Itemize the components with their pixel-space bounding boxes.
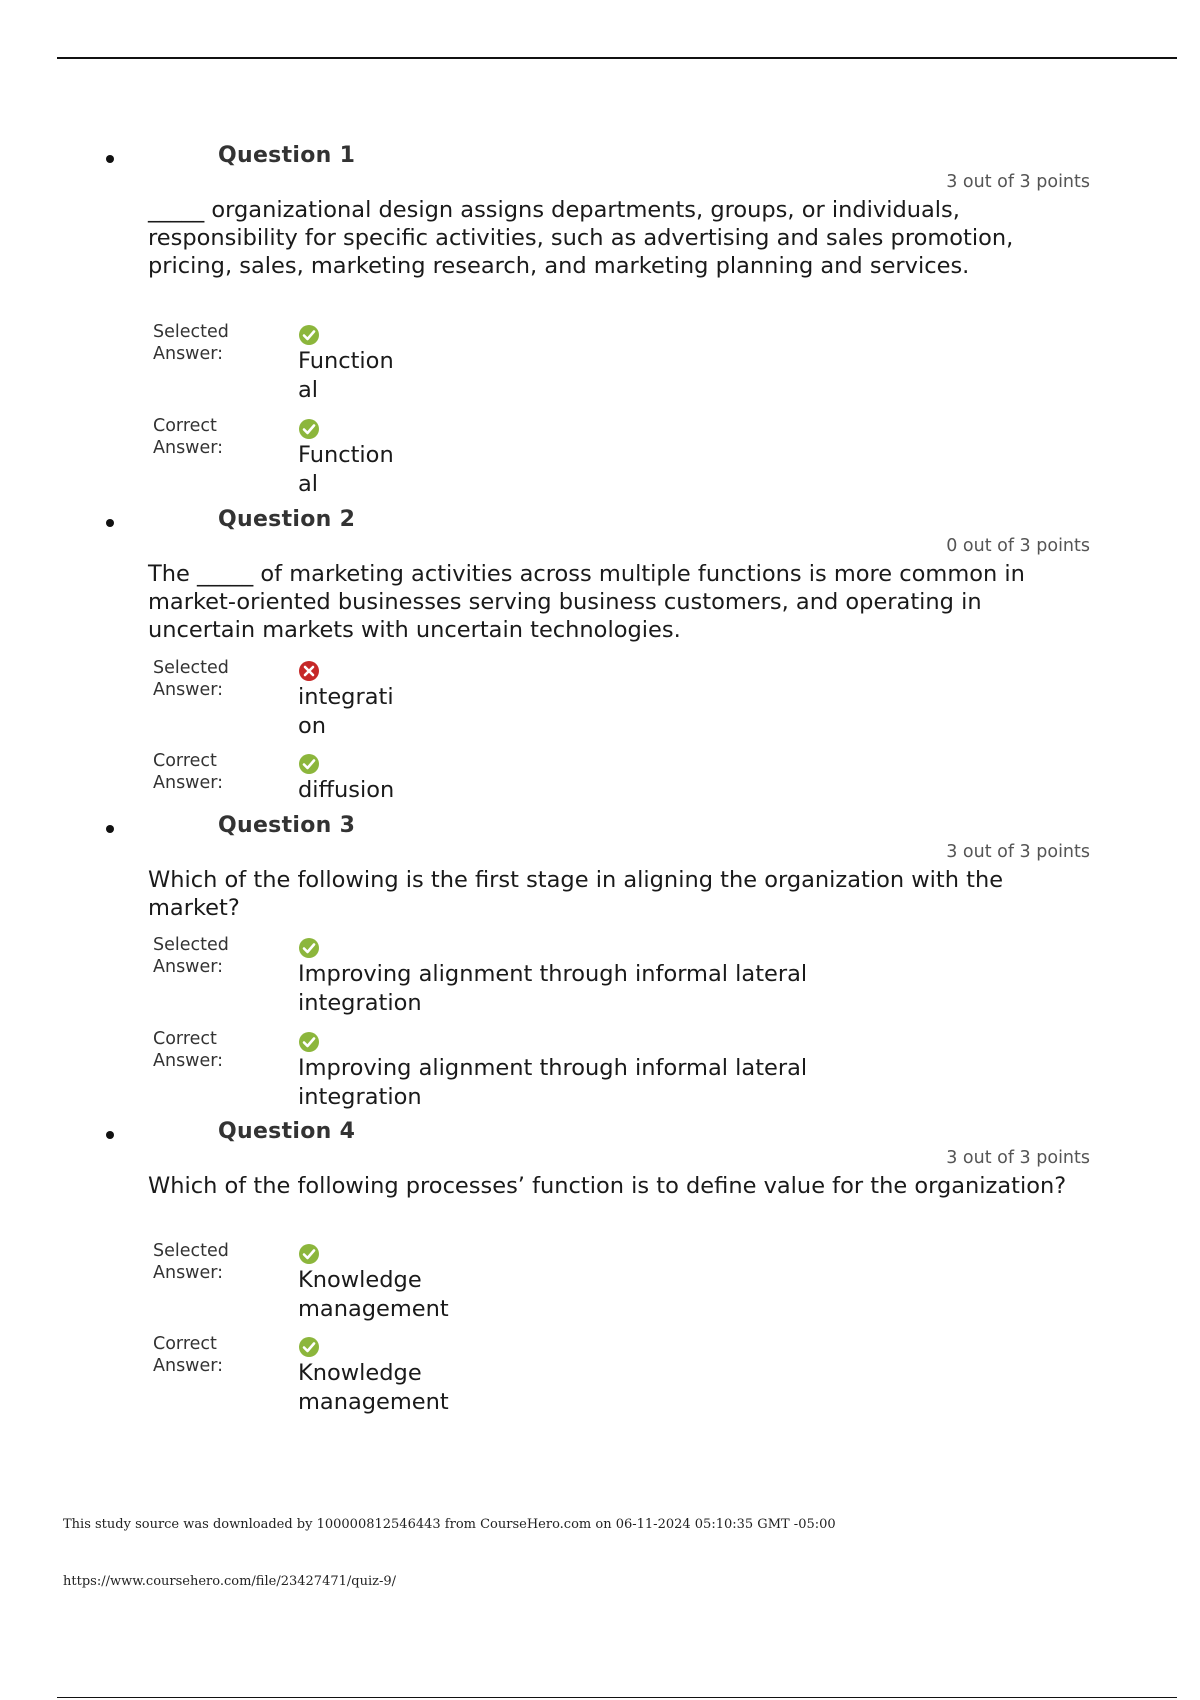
- selected-answer-label: Selected Answer:: [153, 1241, 229, 1283]
- question-title: Question 1: [218, 143, 356, 168]
- question-points: 3 out of 3 points: [946, 842, 1090, 862]
- selected-answer-value: Knowledge management: [298, 1267, 449, 1322]
- correct-answer-label: Correct Answer:: [153, 1334, 224, 1376]
- correct-check-icon: [298, 1336, 320, 1358]
- question-title: Question 3: [218, 813, 356, 838]
- correct-check-icon: [298, 1243, 320, 1265]
- download-source-note: This study source was downloaded by 100000812546443 from CourseHero.com on 06-11-2024 05:10:35 GMT -05:00: [63, 1517, 836, 1532]
- correct-answer-value: Knowledge management: [298, 1360, 449, 1415]
- selected-answer-value: Improving alignment through informal lateral integration: [298, 961, 808, 1016]
- question-text: Which of the following is the first stage in aligning the organization with the market?: [148, 867, 1004, 921]
- question-title: Question 4: [218, 1119, 356, 1144]
- question-header: [0, 813, 1200, 862]
- top-rule: [57, 57, 1177, 59]
- selected-answer-label: Selected Answer:: [153, 322, 229, 364]
- bullet: [106, 825, 114, 833]
- bullet: [106, 155, 114, 163]
- correct-check-icon: [298, 418, 320, 440]
- correct-answer-value: Improving alignment through informal lateral integration: [298, 1055, 808, 1110]
- question-points: 3 out of 3 points: [946, 172, 1090, 192]
- correct-answer-label: Correct Answer:: [153, 1029, 224, 1071]
- correct-check-icon: [298, 937, 320, 959]
- correct-check-icon: [298, 324, 320, 346]
- correct-answer-label: Correct Answer:: [153, 751, 224, 793]
- selected-answer-value: Function al: [298, 348, 394, 403]
- question-text: The _____ of marketing activities across multiple functions is more common in market-oriented businesses serving business customers, and operating in uncertain markets with uncertain technologies.: [148, 561, 1025, 643]
- correct-answer-value: diffusion: [298, 777, 395, 803]
- bottom-rule: [57, 1697, 1177, 1698]
- selected-answer-label: Selected Answer:: [153, 658, 229, 700]
- question-title: Question 2: [218, 507, 356, 532]
- question-text: Which of the following processes’ function is to define value for the organization?: [148, 1173, 1067, 1199]
- selected-answer-label: Selected Answer:: [153, 935, 229, 977]
- correct-check-icon: [298, 753, 320, 775]
- incorrect-x-icon: [298, 660, 320, 682]
- question-text: _____ organizational design assigns departments, groups, or individuals, responsibility for specific activities, such as advertising and sales promotion, pricing, sales, marketing research, and marketing planning and services.: [148, 197, 1014, 279]
- question-points: 3 out of 3 points: [946, 1148, 1090, 1168]
- question-header: [0, 507, 1200, 556]
- correct-check-icon: [298, 1031, 320, 1053]
- bullet: [106, 1131, 114, 1139]
- question-header: [0, 1119, 1200, 1168]
- correct-answer-value: Function al: [298, 442, 394, 497]
- bullet: [106, 519, 114, 527]
- selected-answer-value: integrati on: [298, 684, 394, 739]
- source-url[interactable]: https://www.coursehero.com/file/23427471/quiz-9/: [63, 1574, 397, 1589]
- correct-answer-label: Correct Answer:: [153, 416, 224, 458]
- question-header: [0, 143, 1200, 192]
- question-points: 0 out of 3 points: [946, 536, 1090, 556]
